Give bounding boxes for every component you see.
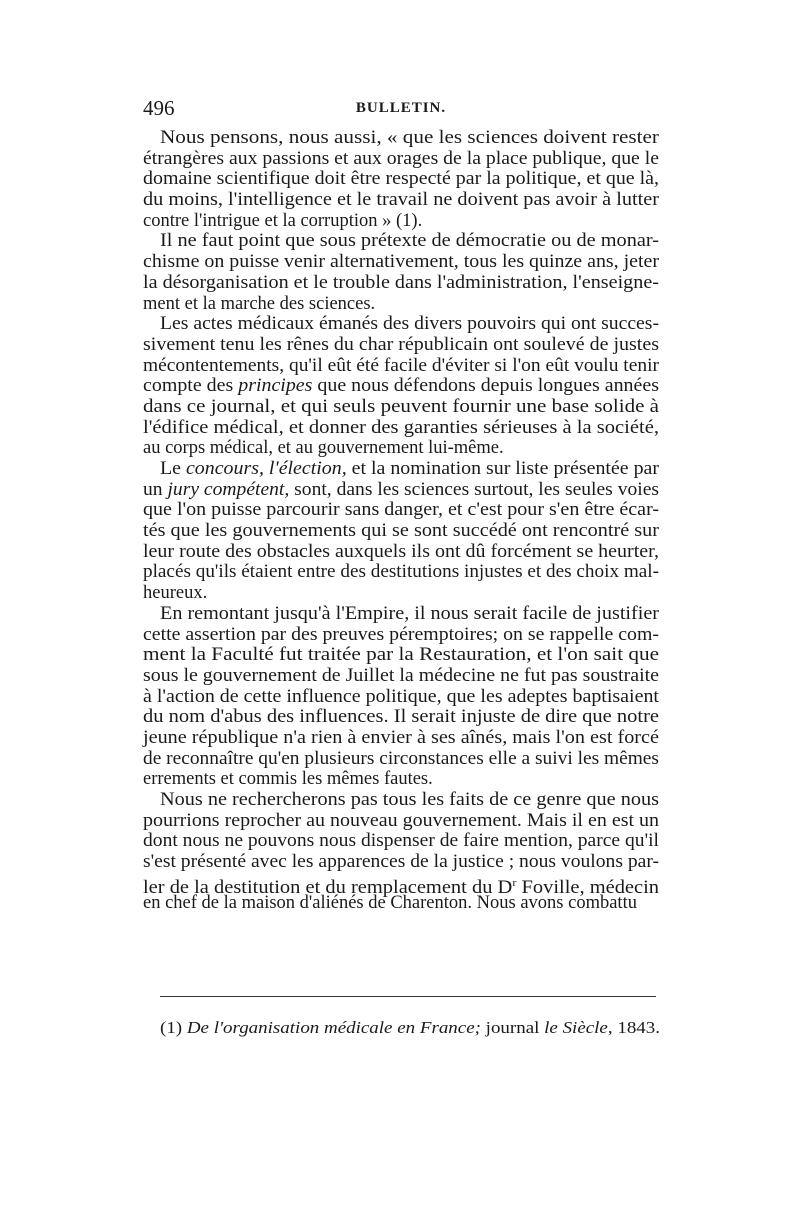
text-run: que nous défendons depuis longues années (312, 376, 659, 397)
text-line (143, 128, 659, 149)
text-run: En remontant jusqu'à l'Empire, il nous serait facile de justifier (160, 603, 660, 624)
text-run: dans ce journal, et qui seuls peuvent fournir une base solide à (143, 396, 660, 417)
text-line (143, 790, 659, 811)
line-content (160, 790, 659, 811)
text-line (143, 438, 659, 459)
text-run: journal (480, 1018, 545, 1037)
paragraph (143, 231, 659, 314)
text-line (143, 811, 659, 832)
line-content (143, 418, 659, 439)
text-line (143, 893, 659, 914)
text-run: Nous pensons, nous aussi, « que les sciences doivent rester (160, 128, 659, 148)
text-run: sont, dans les sciences surtout, les seules voies (289, 479, 660, 500)
text-line (143, 273, 659, 294)
text-line (143, 769, 659, 790)
line-content (143, 562, 659, 583)
text-run: sous le gouvernement de Juillet la médecine ne fut pas soustraite (143, 665, 660, 686)
line-content (143, 252, 659, 273)
text-line (143, 169, 659, 190)
line-content (143, 852, 659, 873)
line-content (143, 893, 637, 914)
line-content (143, 542, 659, 563)
text-run: Le (160, 459, 186, 479)
page-header (143, 96, 659, 124)
text-line (143, 645, 659, 666)
text-run: ment et la marche des sciences. (143, 293, 376, 314)
text-run: (1) (160, 1018, 187, 1037)
text-run: ment la Faculté fut traitée par la Restauration, et l'on sait que (143, 645, 660, 666)
text-line (143, 231, 659, 252)
italic-text: jury compétent, (167, 479, 290, 500)
text-line (143, 418, 659, 439)
line-content (143, 169, 659, 190)
text-line (143, 211, 659, 232)
text-run: mécontentements, qu'il eût été facile d'éviter si l'on eût voulu tenir (143, 355, 659, 376)
text-run: du moins, l'intelligence et le travail ne doivent pas avoir à lutter (143, 190, 659, 211)
line-content (143, 438, 504, 459)
line-content (160, 604, 659, 625)
line-content (143, 149, 659, 170)
paragraph (143, 459, 659, 604)
text-line (143, 376, 659, 397)
text-line (143, 335, 659, 356)
text-run: r (512, 876, 517, 889)
italic-text: principes (238, 376, 313, 397)
text-run: domaine scientifique doit être respecté par la politique, et que là, (143, 169, 660, 190)
text-run: que l'on puisse parcourir sans danger, et c'est pour s'en être écar- (143, 500, 660, 521)
text-run: un (143, 479, 168, 500)
line-content (143, 769, 433, 790)
text-run: dont nous ne pouvons nous dispenser de faire mention, parce qu'il (143, 831, 659, 852)
text-run: et la nomination sur liste présentée par (346, 459, 660, 479)
italic-text: le Siècle (544, 1018, 608, 1037)
line-content (143, 831, 659, 852)
text-run: en chef de la maison d'aliénés de Charenton. Nous avons combattu (143, 893, 637, 914)
line-content (143, 625, 659, 646)
text-run: Les actes médicaux émanés des divers pouvoirs qui ont succes- (160, 314, 660, 335)
text-line (143, 666, 659, 687)
text-run: la désorganisation et le trouble dans l'administration, l'enseigne- (143, 272, 659, 293)
line-content (160, 314, 659, 335)
text-line (143, 728, 659, 749)
text-run: s'est présenté avec les apparences de la justice ; nous voulons par- (143, 852, 660, 873)
text-run: du nom d'abus des influences. Il serait injuste de dire que notre (143, 707, 660, 728)
text-line (143, 873, 660, 898)
line-content (143, 521, 659, 542)
text-run: Il ne faut point que sous prétexte de démocratie ou de monar- (160, 231, 660, 252)
text-line (143, 562, 659, 583)
line-content (143, 645, 659, 666)
line-content (143, 397, 659, 418)
line-content (143, 749, 659, 770)
text-run: heureux. (143, 583, 208, 604)
text-run: au corps médical, et au gouvernement lui-même. (143, 438, 504, 459)
text-line (143, 831, 659, 852)
text-line (143, 500, 659, 521)
footnote-content (160, 1018, 660, 1038)
text-line (143, 294, 659, 315)
text-run: leur route des obstacles auxquels ils ont dû forcément se heurter, (143, 541, 659, 562)
line-content (143, 687, 659, 708)
text-run: tés que les gouvernements qui se sont succédé ont rencontré sur (143, 521, 660, 542)
line-content (143, 707, 659, 728)
text-run: chisme on puisse venir alternativement, tous les quinze ans, jeter (143, 252, 659, 273)
line-content (143, 273, 659, 294)
text-run: étrangères aux passions et aux orages de la place publique, que le (143, 148, 659, 169)
text-line (143, 149, 659, 170)
text-line (143, 749, 659, 770)
text-line (143, 852, 659, 873)
text-line (143, 252, 659, 273)
text-line (143, 190, 659, 211)
line-content (160, 128, 659, 149)
line-content (160, 231, 659, 252)
text-run: sivement tenu les rênes du char républicain ont soulevé de justes (143, 334, 660, 355)
line-content (143, 190, 659, 211)
text-run: , 1843. (607, 1018, 661, 1037)
text-run: ler de la destitution et du remplacement du D (143, 877, 513, 898)
text-run: de reconnaître qu'en plusieurs circonstances elle a suivi les mêmes (143, 748, 659, 769)
text-line (143, 542, 659, 563)
text-run: jeune république n'a rien à envier à ses aînés, mais l'on est forcé (143, 727, 659, 748)
footnote (160, 1018, 660, 1038)
line-content (143, 211, 422, 232)
text-run: cette assertion par des preuves péremptoires; on se rappelle com- (143, 624, 659, 645)
body-text (143, 128, 659, 914)
line-content (143, 480, 659, 501)
text-run: Foville, médecin (516, 877, 660, 898)
text-run: pourrions reprocher au nouveau gouvernement. Mais il en est un (143, 810, 660, 831)
italic-text: concours, l'élection, (185, 459, 347, 479)
text-line (143, 356, 659, 377)
text-run: l'édifice médical, et donner des garanties sérieuses à la société, (143, 417, 659, 438)
line-content (143, 666, 659, 687)
line-content (160, 459, 659, 480)
text-line (143, 707, 659, 728)
text-line (143, 480, 659, 501)
text-line (143, 604, 659, 625)
line-content (143, 335, 659, 356)
text-line (143, 314, 659, 335)
footnote-rule (160, 996, 656, 997)
line-content (143, 728, 659, 749)
line-content (143, 294, 375, 315)
text-line (143, 583, 659, 604)
text-run: placés qu'ils étaient entre des destitutions injustes et des choix mal- (143, 562, 659, 583)
line-content (143, 376, 659, 397)
paragraph (143, 790, 659, 914)
running-head: BULLETIN. (355, 100, 447, 116)
text-run: à l'action de cette influence politique, que les adeptes baptisaient (143, 686, 659, 707)
text-run: errements et commis les mêmes fautes. (143, 769, 433, 790)
paragraph (143, 604, 659, 790)
text-line (143, 687, 659, 708)
text-run: Nous ne rechercherons pas tous les faits de ce genre que nous (160, 790, 660, 810)
italic-text: De l'organisation médicale en France; (186, 1018, 481, 1037)
line-content (143, 500, 659, 521)
paragraph (143, 314, 659, 459)
paragraph (143, 128, 659, 231)
text-run: contre l'intrigue et la corruption » (1). (143, 210, 423, 231)
text-line (143, 459, 659, 480)
line-content (143, 356, 659, 377)
text-run: compte des (143, 376, 239, 397)
line-content (143, 583, 207, 604)
page-number: 496 (143, 96, 175, 120)
text-line (143, 521, 659, 542)
text-line (143, 397, 659, 418)
text-line (143, 625, 659, 646)
line-content (143, 811, 659, 832)
